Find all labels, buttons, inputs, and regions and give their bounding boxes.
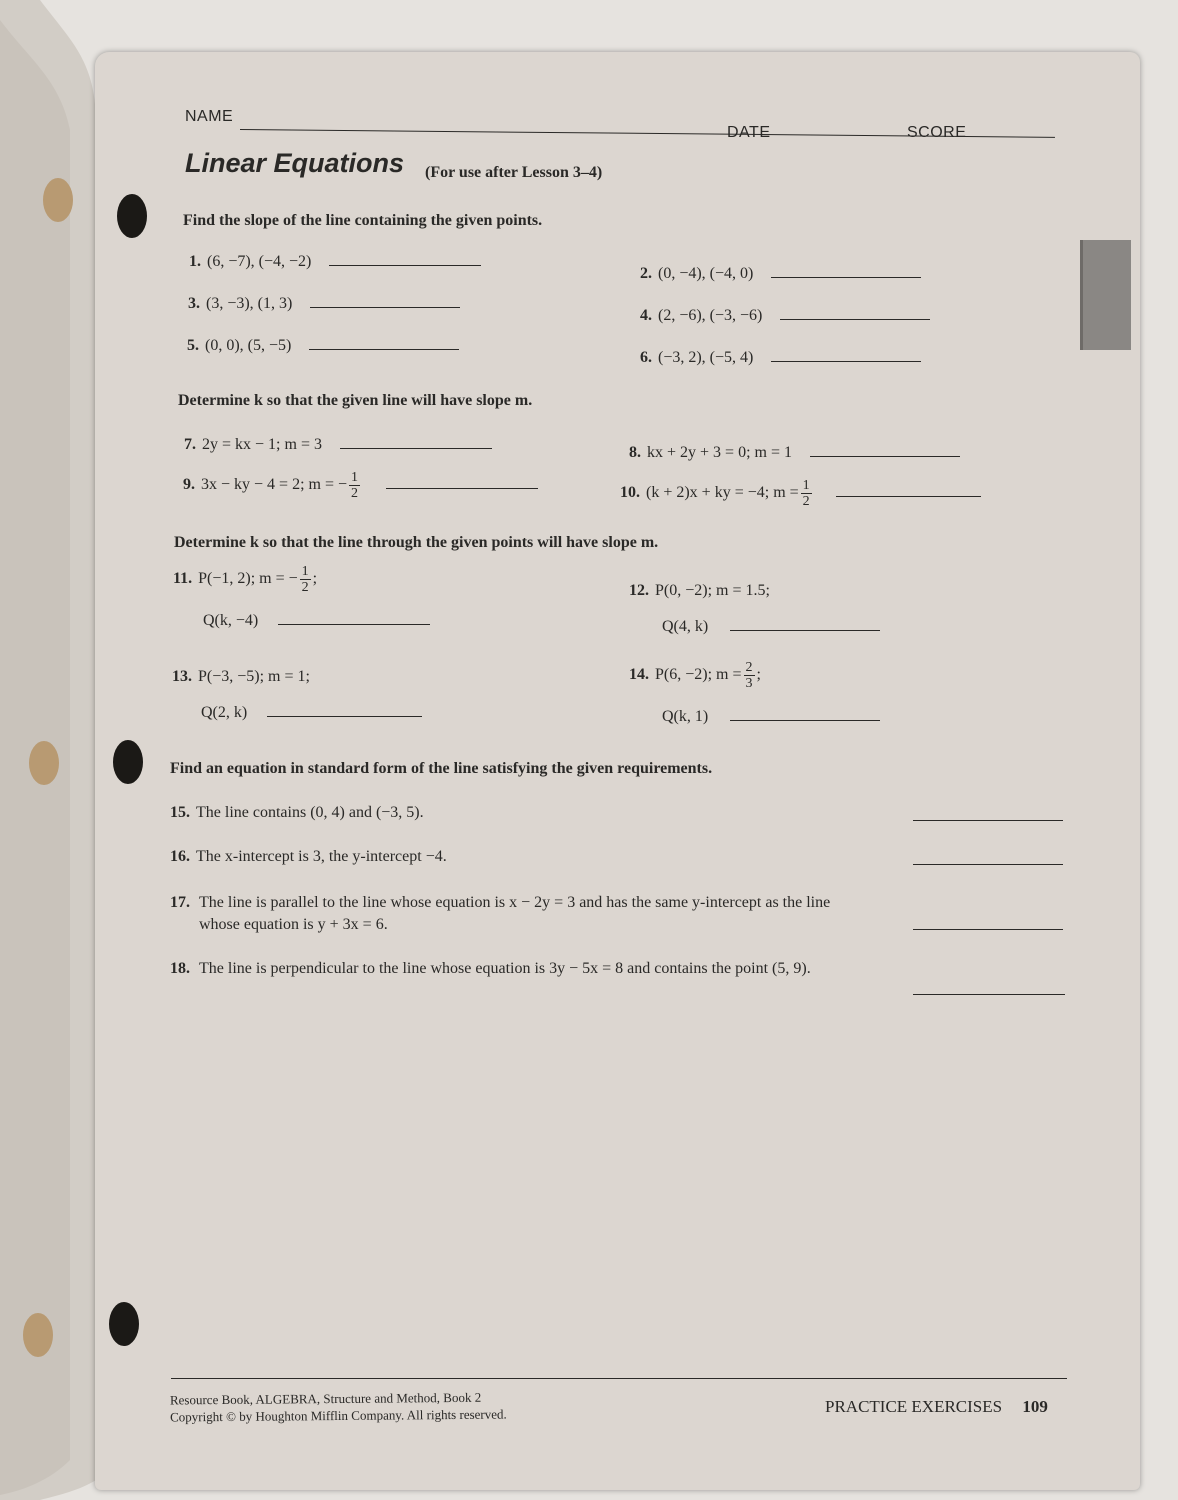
footer-rule — [171, 1378, 1067, 1379]
answer-blank[interactable] — [913, 929, 1063, 930]
fraction: $\frac{1}{2}$ — [351, 470, 359, 501]
problem-11: 11. P(−1, 2); m = − $\frac{1}{2}$ ; — [173, 564, 318, 595]
problem-14: 14. P(6, −2); m = $\frac{2}{3}$ ; — [629, 660, 761, 691]
answer-blank[interactable] — [780, 319, 930, 320]
binder-ring — [29, 741, 59, 785]
page-title: Linear Equations — [185, 148, 405, 178]
problem-12: 12. P(0, −2); m = 1.5; — [629, 582, 770, 599]
problem-13-q: Q(2, k) — [201, 704, 422, 722]
page-number: 109 — [1022, 1397, 1048, 1416]
footer-section: PRACTICE EXERCISES 109 — [825, 1397, 1048, 1416]
problem-8: 8. kx + 2y + 3 = 0; m = 1 — [629, 444, 960, 462]
problem-17: 17. The line is parallel to the line whose equation is x − 2y = 3 and has the same y-intercept as the line whose equation is y + 3x = 6. — [170, 894, 831, 933]
problem-13: 13. P(−3, −5); m = 1; — [172, 668, 310, 685]
problem-1: 1. (6, −7), (−4, −2) — [189, 253, 481, 271]
problem-10: 10. (k + 2)x + ky = −4; m = $\frac{1}{2}$ — [620, 478, 981, 509]
fraction: $\frac{1}{2}$ — [301, 564, 309, 595]
problem-3: 3. (3, −3), (1, 3) — [188, 295, 460, 313]
problem-16: 16. The x-intercept is 3, the y-intercept −4. — [170, 848, 447, 865]
answer-blank[interactable] — [267, 716, 422, 717]
problem-6: 6. (−3, 2), (−5, 4) — [640, 349, 921, 367]
answer-blank[interactable] — [309, 349, 459, 350]
name-label: NAME — [185, 108, 234, 125]
binder-ring — [43, 178, 73, 222]
problem-12-q: Q(4, k) — [662, 618, 880, 636]
punch-hole — [113, 740, 143, 784]
problem-7: 7. 2y = kx − 1; m = 3 — [184, 436, 492, 454]
punch-hole — [109, 1302, 139, 1346]
answer-blank[interactable] — [310, 307, 460, 308]
problem-15: 15. The line contains (0, 4) and (−3, 5). — [170, 804, 424, 821]
section-instructions: Determine k so that the given line will have slope m. — [178, 392, 533, 409]
problem-14-q: Q(k, 1) — [662, 708, 880, 726]
answer-blank[interactable] — [913, 820, 1063, 821]
answer-blank[interactable] — [730, 630, 880, 631]
problem-18: 18. The line is perpendicular to the line whose equation is 3y − 5x = 8 and contains the point (5, 9). — [170, 960, 811, 977]
problem-4: 4. (2, −6), (−3, −6) — [640, 307, 930, 325]
answer-blank[interactable] — [913, 994, 1065, 995]
answer-blank[interactable] — [278, 624, 430, 625]
answer-blank[interactable] — [836, 496, 981, 497]
page-tab — [1080, 240, 1131, 350]
binder-ring — [23, 1313, 53, 1357]
fraction: $\frac{2}{3}$ — [745, 660, 753, 691]
answer-blank[interactable] — [771, 361, 921, 362]
answer-blank[interactable] — [730, 720, 880, 721]
date-label: DATE — [727, 124, 771, 141]
worksheet-page — [95, 52, 1140, 1490]
problem-11-q: Q(k, −4) — [203, 612, 430, 630]
footer-credits: Resource Book, ALGEBRA, Structure and Method, Book 2 Copyright © by Houghton Mifflin Company. All rights reserved. — [169, 1389, 507, 1425]
answer-blank[interactable] — [913, 864, 1063, 865]
section-instructions: Find the slope of the line containing the given points. — [183, 212, 543, 229]
answer-blank[interactable] — [810, 456, 960, 457]
answer-blank[interactable] — [771, 277, 921, 278]
problem-5: 5. (0, 0), (5, −5) — [187, 337, 459, 355]
section-instructions: Determine k so that the line through the given points will have slope m. — [174, 534, 659, 551]
answer-blank[interactable] — [340, 448, 492, 449]
page-subtitle: (For use after Lesson 3–4) — [425, 164, 603, 181]
problem-9: 9. 3x − ky − 4 = 2; m = − $\frac{1}{2}$ — [183, 470, 538, 501]
problem-2: 2. (0, −4), (−4, 0) — [640, 265, 921, 283]
score-label: SCORE — [907, 124, 967, 141]
answer-blank[interactable] — [329, 265, 481, 266]
punch-hole — [117, 194, 147, 238]
section-instructions: Find an equation in standard form of the line satisfying the given requirements. — [170, 760, 713, 777]
answer-blank[interactable] — [386, 488, 538, 489]
fraction: $\frac{1}{2}$ — [802, 478, 810, 509]
